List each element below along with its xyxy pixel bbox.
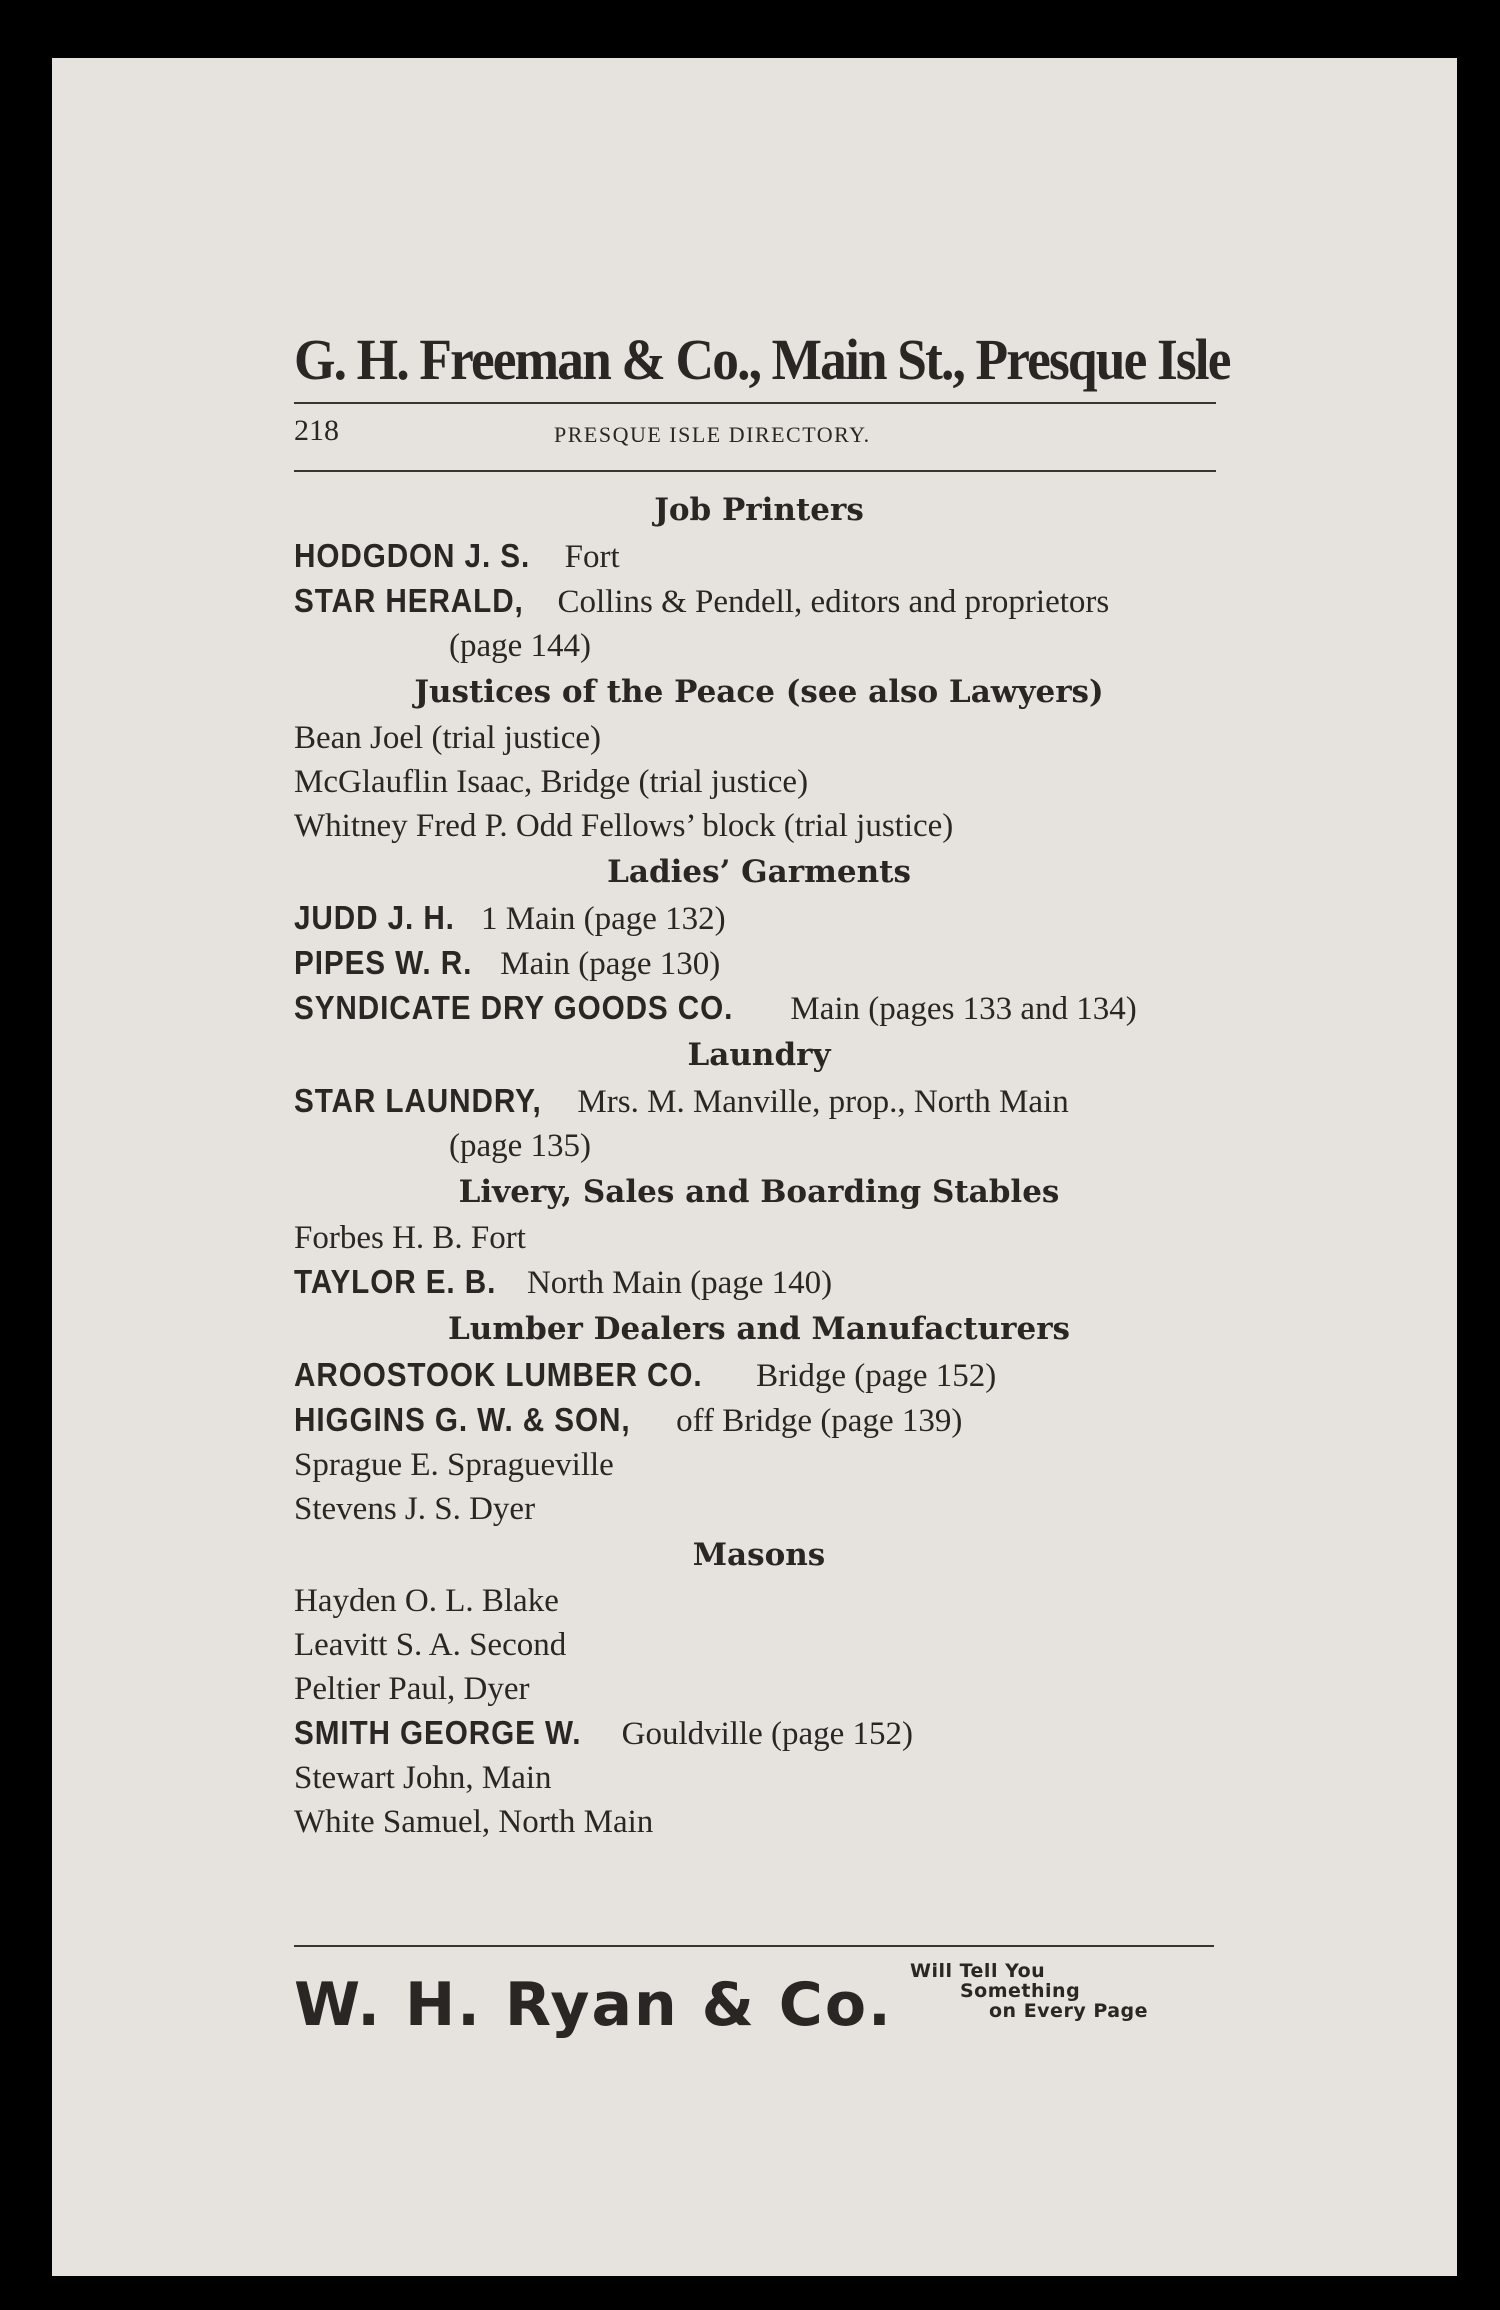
directory-entry	[294, 579, 1224, 624]
section-heading: Justices of the Peace (see also Lawyers)	[414, 674, 1104, 710]
footer-tagline-line-2: Something	[960, 1980, 1081, 2002]
running-header-rule	[294, 470, 1216, 472]
entry-details: Forbes H. B. Fort	[294, 1220, 526, 1256]
directory-entry	[294, 1623, 1224, 1667]
directory-entry	[294, 1667, 1224, 1711]
directory-entry	[294, 716, 1224, 760]
directory-entry	[294, 986, 1224, 1031]
directory-entry	[294, 941, 1224, 986]
directory-entry	[294, 760, 1224, 804]
header-advertisement: G. H. Freeman & Co., Main St., Presque Isle	[294, 327, 1230, 392]
directory-entry	[294, 1124, 1224, 1168]
directory-entry	[294, 804, 1224, 848]
entry-details: off Bridge (page 139)	[667, 1403, 963, 1439]
entry-details: Sprague E. Spragueville	[294, 1447, 614, 1483]
directory-entry	[294, 1800, 1224, 1844]
entry-continuation: (page 135)	[449, 1128, 592, 1164]
entry-business-name: STAR HERALD,	[294, 582, 524, 619]
section-heading: Lumber Dealers and Manufacturers	[448, 1311, 1070, 1347]
directory-entry	[294, 1443, 1224, 1487]
entry-business-name: HIGGINS G. W. & SON,	[294, 1401, 631, 1438]
entry-details: McGlauflin Isaac, Bridge (trial justice)	[294, 764, 809, 800]
directory-listings	[294, 486, 1224, 1844]
entry-details: Stevens J. S. Dyer	[294, 1491, 536, 1527]
section-heading: Ladies’ Garments	[607, 854, 911, 890]
page-number: 218	[294, 414, 339, 447]
entry-details: Fort	[556, 539, 620, 575]
entry-details: Leavitt S. A. Second	[294, 1627, 567, 1663]
entry-business-name: STAR LAUNDRY,	[294, 1082, 542, 1119]
section-heading: Laundry	[687, 1037, 831, 1073]
header-rule	[294, 402, 1216, 404]
entry-business-name: JUDD J. H.	[294, 899, 455, 936]
entry-details: Whitney Fred P. Odd Fellows’ block (trial justice)	[294, 808, 954, 844]
entry-details: Bean Joel (trial justice)	[294, 720, 601, 756]
entry-details: White Samuel, North Main	[294, 1804, 654, 1840]
entry-details: Peltier Paul, Dyer	[294, 1671, 530, 1707]
directory-entry	[294, 1216, 1224, 1260]
entry-details: 1 Main (page 132)	[472, 901, 726, 937]
entry-business-name: HODGDON J. S.	[294, 537, 531, 574]
footer-tagline-line-3: on Every Page	[989, 2000, 1149, 2022]
entry-details: Stewart John, Main	[294, 1760, 552, 1796]
entry-details: Hayden O. L. Blake	[294, 1583, 559, 1619]
entry-details: Bridge (page 152)	[747, 1358, 997, 1394]
entry-business-name: TAYLOR E. B.	[294, 1263, 497, 1300]
entry-details: Main (pages 133 and 134)	[782, 991, 1137, 1027]
directory-entry	[294, 534, 1224, 579]
directory-entry	[294, 624, 1224, 668]
section-heading: Job Printers	[654, 492, 864, 528]
footer-ad-name: W. H. Ryan & Co.	[294, 1970, 893, 2040]
entry-details: Main (page 130)	[492, 946, 721, 982]
footer-rule	[294, 1945, 1214, 1947]
entry-details: Mrs. M. Manville, prop., North Main	[569, 1084, 1069, 1120]
entry-continuation: (page 144)	[449, 628, 592, 664]
directory-page	[52, 58, 1457, 2276]
directory-entry	[294, 1079, 1224, 1124]
footer-tagline-line-1: Will Tell You	[910, 1960, 1046, 1982]
directory-entry	[294, 1579, 1224, 1623]
entry-business-name: SMITH GEORGE W.	[294, 1714, 582, 1751]
section-heading: Masons	[692, 1537, 826, 1573]
running-title: PRESQUE ISLE DIRECTORY.	[554, 422, 871, 447]
entry-details: Collins & Pendell, editors and proprietors	[549, 584, 1110, 620]
directory-entry	[294, 1398, 1224, 1443]
entry-details: Gouldville (page 152)	[613, 1716, 914, 1752]
directory-entry	[294, 1353, 1224, 1398]
footer-advertisement	[294, 1956, 1214, 2046]
entry-business-name: SYNDICATE DRY GOODS CO.	[294, 989, 734, 1026]
directory-entry	[294, 896, 1224, 941]
entry-business-name: AROOSTOOK LUMBER CO.	[294, 1356, 703, 1393]
section-heading: Livery, Sales and Boarding Stables	[458, 1174, 1060, 1210]
entry-business-name: PIPES W. R.	[294, 944, 473, 981]
directory-entry	[294, 1260, 1224, 1305]
directory-entry	[294, 1756, 1224, 1800]
directory-entry	[294, 1487, 1224, 1531]
entry-details: North Main (page 140)	[518, 1265, 833, 1301]
running-header	[294, 414, 1214, 454]
directory-entry	[294, 1711, 1224, 1756]
